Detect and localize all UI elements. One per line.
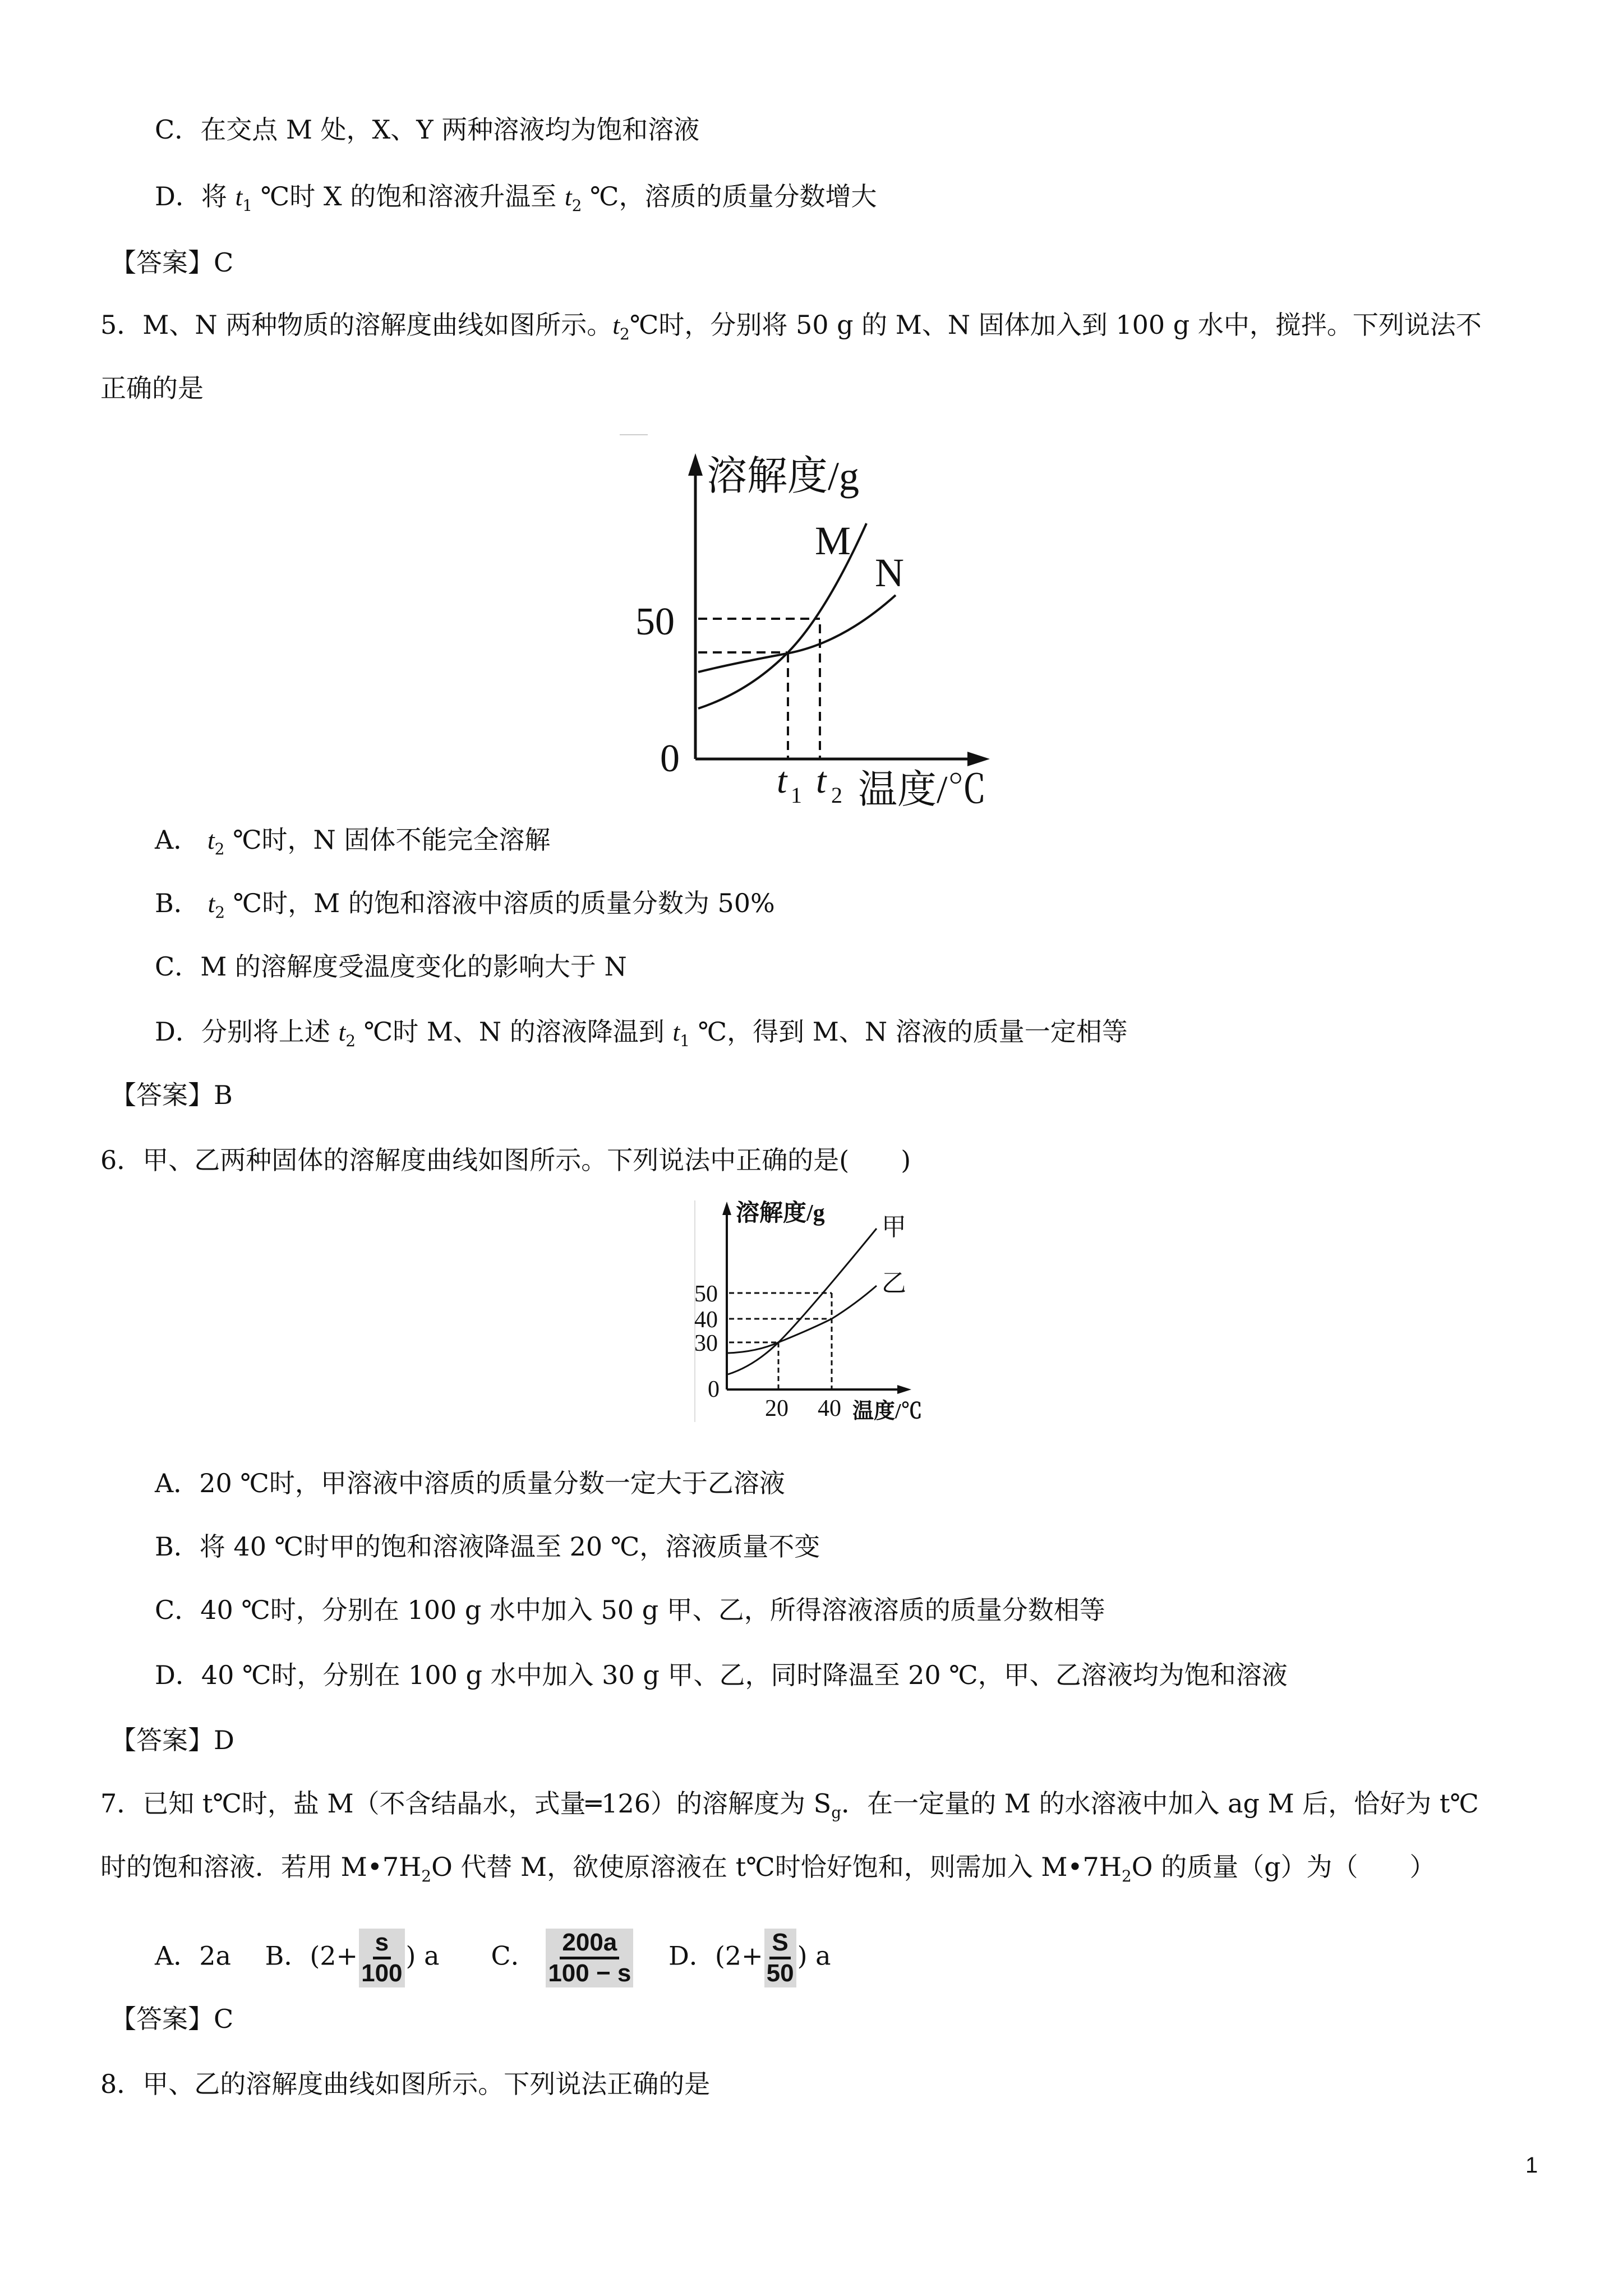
text-segment: 6．甲、乙两种固体的溶解度曲线如图所示。下列说法中正确的是( ) bbox=[100, 1145, 911, 1175]
subscript: 2 bbox=[620, 325, 630, 343]
text-segment: A． bbox=[155, 825, 208, 855]
temperature-symbol: t bbox=[672, 1018, 680, 1046]
q7-answer bbox=[110, 2002, 233, 2036]
text-segment: D．40 ℃时，分别在 100 g 水中加入 30 g 甲、乙，同时降温至 20 ℃，甲、乙溶液均为饱和溶液 bbox=[155, 1660, 1288, 1690]
q5-option-c bbox=[155, 950, 627, 983]
text-segment: 5．M、N 两种物质的溶解度曲线如图所示。 bbox=[100, 310, 613, 340]
curve-n-label: N bbox=[875, 550, 904, 595]
text-segment: B．将 40 ℃时甲的饱和溶液降温至 20 ℃，溶液质量不变 bbox=[155, 1531, 820, 1562]
curve-n bbox=[698, 595, 896, 672]
q6-option-a bbox=[155, 1466, 785, 1500]
text-segment: ℃时，分别将 50 g 的 M、N 固体加入到 100 g 水中，搅拌。下列说法不 bbox=[629, 310, 1482, 340]
subscript: 2 bbox=[1121, 1867, 1132, 1885]
q6-option-b bbox=[155, 1530, 820, 1563]
subscript: 2 bbox=[214, 840, 225, 858]
temperature-symbol: t bbox=[564, 182, 572, 211]
q5-option-d bbox=[155, 1015, 1128, 1058]
q4-option-d bbox=[155, 180, 877, 223]
q5-solubility-figure bbox=[620, 428, 1023, 809]
q7-options bbox=[155, 1929, 831, 1987]
curve-m-label: M bbox=[815, 518, 851, 563]
q7-stem-2 bbox=[100, 1850, 1436, 1893]
temperature-symbol: t bbox=[612, 311, 620, 339]
y-tick-40: 40 bbox=[694, 1307, 718, 1333]
text-segment: ) a bbox=[797, 1940, 831, 1971]
x-tick-t1-sub: 1 bbox=[791, 783, 802, 808]
x-tick-20: 20 bbox=[765, 1396, 789, 1421]
q4-option-c bbox=[155, 113, 699, 146]
text-segment: ℃时 M、N 的溶液降温到 bbox=[356, 1016, 673, 1047]
subscript: 2 bbox=[571, 196, 582, 215]
subscript: 1 bbox=[242, 196, 253, 215]
fraction bbox=[359, 1929, 404, 1987]
text-segment: 【答案】D bbox=[110, 1725, 234, 1755]
subscript: g bbox=[831, 1803, 842, 1822]
subscript: 1 bbox=[680, 1032, 690, 1050]
text-segment: 【答案】B bbox=[110, 1080, 233, 1110]
temperature-symbol: t bbox=[338, 1018, 346, 1046]
x-arrow-icon bbox=[897, 1385, 911, 1394]
q7-stem-1 bbox=[100, 1787, 1479, 1830]
fraction-denominator: 50 bbox=[766, 1959, 794, 1987]
fraction-numerator: S bbox=[769, 1929, 790, 1959]
temperature-symbol: t bbox=[235, 182, 243, 211]
fraction-denominator: 100 bbox=[361, 1959, 403, 1987]
origin-label: 0 bbox=[708, 1377, 720, 1402]
q6-answer bbox=[110, 1723, 234, 1757]
page-number: 1 bbox=[1525, 2153, 1538, 2178]
fraction-numerator: s bbox=[373, 1929, 391, 1959]
text-segment: ℃时，M 的饱和溶液中溶质的质量分数为 50% bbox=[225, 888, 775, 918]
x-axis-label: 温度/℃ bbox=[858, 769, 987, 809]
text-segment: B． bbox=[155, 888, 208, 918]
curve-jia-label: 甲 bbox=[882, 1213, 906, 1241]
y-axis-label: 溶解度/g bbox=[736, 1200, 825, 1226]
text-segment: ℃，得到 M、N 溶液的质量一定相等 bbox=[690, 1016, 1128, 1047]
text-segment: 正确的是 bbox=[100, 373, 204, 403]
q5-option-a bbox=[155, 823, 550, 866]
y-tick-30: 30 bbox=[694, 1331, 718, 1356]
text-segment: ℃，溶质的质量分数增大 bbox=[582, 181, 877, 211]
q5-stem-1 bbox=[100, 308, 1482, 351]
fraction bbox=[546, 1929, 633, 1987]
subscript: 2 bbox=[345, 1032, 356, 1050]
q4-answer bbox=[110, 246, 233, 279]
text-segment: 7．已知 t℃时，盐 M（不含结晶水，式量═126）的溶解度为 S bbox=[100, 1788, 832, 1819]
q6-stem bbox=[100, 1143, 911, 1177]
q6-option-d bbox=[155, 1658, 1288, 1692]
x-axis-label: 温度/℃ bbox=[852, 1400, 923, 1423]
text-segment: 【答案】C bbox=[110, 2004, 234, 2034]
text-segment: C．M 的溶解度受温度变化的影响大于 N bbox=[155, 951, 627, 982]
text-segment: O 代替 M，欲使原溶液在 t℃时恰好饱和，则需加入 M•7H bbox=[431, 1852, 1122, 1882]
curve-jia bbox=[728, 1228, 877, 1374]
q6-option-c bbox=[155, 1593, 1105, 1627]
fraction bbox=[764, 1929, 796, 1987]
y-arrow-icon bbox=[688, 453, 703, 476]
text-segment: ．在一定量的 M 的水溶液中加入 ag M 后，恰好为 t℃ bbox=[841, 1788, 1479, 1819]
q5-stem-2 bbox=[100, 371, 204, 405]
y-tick-50: 50 bbox=[635, 600, 675, 643]
text-segment: 时的饱和溶液．若用 M•7H bbox=[100, 1852, 422, 1882]
y-axis-label: 溶解度/g bbox=[707, 454, 860, 499]
temperature-symbol: t bbox=[208, 889, 215, 918]
text-segment: D．将 bbox=[155, 181, 236, 211]
subscript: 2 bbox=[421, 1867, 432, 1885]
x-arrow-icon bbox=[967, 752, 990, 766]
x-tick-t1: t bbox=[777, 760, 787, 801]
text-segment: A．2a B．(2+ bbox=[155, 1940, 358, 1971]
q8-stem bbox=[100, 2067, 710, 2101]
text-segment: ℃时 X 的饱和溶液升温至 bbox=[252, 181, 565, 211]
x-tick-t2-sub: 2 bbox=[831, 783, 842, 808]
q5-answer bbox=[110, 1078, 233, 1112]
q6-solubility-figure bbox=[690, 1200, 959, 1447]
y-arrow-icon bbox=[722, 1202, 731, 1215]
text-segment: ) a C． bbox=[405, 1940, 545, 1971]
text-segment: C．在交点 M 处，X、Y 两种溶液均为饱和溶液 bbox=[155, 114, 700, 145]
fraction-numerator: 200a bbox=[560, 1929, 619, 1959]
temperature-symbol: t bbox=[207, 826, 215, 854]
q5-option-b bbox=[155, 886, 775, 930]
text-segment: 【答案】C bbox=[110, 247, 234, 278]
fraction-denominator: 100 − s bbox=[548, 1959, 631, 1987]
origin-label: 0 bbox=[660, 737, 680, 780]
text-segment: O 的质量（g）为（ ） bbox=[1131, 1852, 1436, 1882]
curve-yi-label: 乙 bbox=[882, 1269, 906, 1297]
text-segment: ℃时，N 固体不能完全溶解 bbox=[224, 825, 551, 855]
text-segment: C．40 ℃时，分别在 100 g 水中加入 50 g 甲、乙，所得溶液溶质的质量分数相等 bbox=[155, 1595, 1105, 1625]
text-segment: D．(2+ bbox=[634, 1940, 763, 1971]
text-segment: 8．甲、乙的溶解度曲线如图所示。下列说法正确的是 bbox=[100, 2069, 711, 2099]
x-tick-t2: t bbox=[816, 760, 827, 801]
text-segment: D．分别将上述 bbox=[155, 1016, 339, 1047]
subscript: 2 bbox=[215, 903, 225, 922]
y-tick-50: 50 bbox=[694, 1281, 718, 1307]
text-segment: A．20 ℃时，甲溶液中溶质的质量分数一定大于乙溶液 bbox=[155, 1468, 785, 1498]
x-tick-40: 40 bbox=[818, 1396, 841, 1421]
